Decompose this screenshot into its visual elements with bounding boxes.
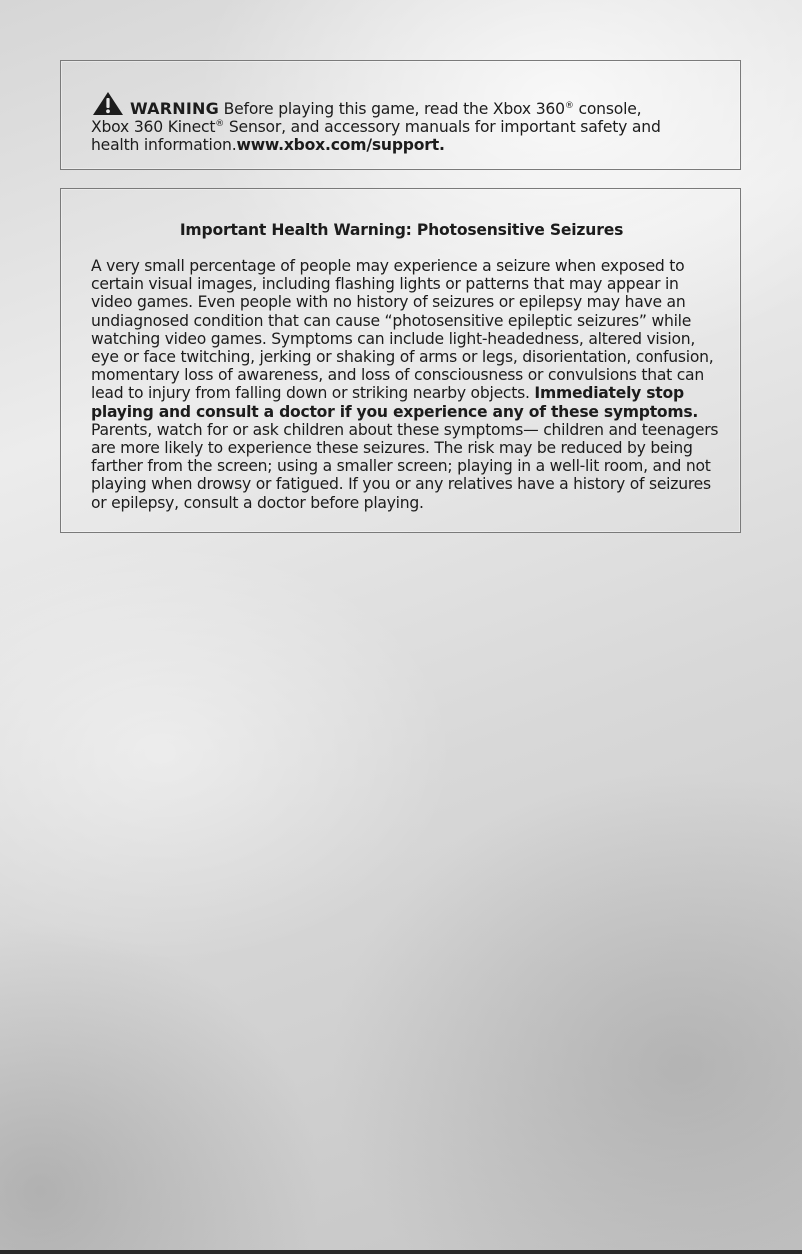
warning-text-2: console, bbox=[573, 100, 642, 118]
body-line: momentary loss of awareness, and loss of consciousness or convulsions that can bbox=[91, 366, 704, 385]
warning-text-1: Before playing this game, read the Xbox 360 bbox=[218, 100, 565, 118]
body-line: watching video games. Symptoms can include light-headedness, altered vision, bbox=[91, 329, 696, 348]
body-line: video games. Even people with no history of seizures or epilepsy may have an bbox=[91, 293, 686, 312]
bold-instruction: playing and consult a doctor if you experience any of these symptoms. bbox=[91, 402, 699, 421]
body-line: eye or face twitching, jerking or shaking of arms or legs, disorientation, confusion, bbox=[91, 348, 714, 367]
body-line: playing when drowsy or fatigued. If you or any relatives have a history of seizures bbox=[91, 475, 711, 494]
body-line-text: lead to injury from falling down or striking nearby objects. bbox=[91, 384, 535, 403]
registered-mark: ® bbox=[215, 119, 225, 129]
bold-instruction: Immediately stop bbox=[534, 384, 684, 403]
body-line: farther from the screen; using a smaller screen; playing in a well-lit room, and not bbox=[91, 457, 711, 476]
body-line bbox=[91, 403, 712, 421]
body-line: A very small percentage of people may experience a seizure when exposed to bbox=[91, 257, 685, 275]
warning-text-3: Sensor, and accessory manuals for important safety and health information. bbox=[91, 118, 661, 154]
warning-text-kinect: Xbox 360 Kinect bbox=[91, 118, 216, 136]
health-warning-body bbox=[91, 257, 719, 512]
body-line: undiagnosed condition that can cause “photosensitive epileptic seizures” while bbox=[91, 311, 692, 330]
health-warning-title: Important Health Warning: Photosensitive Seizures bbox=[179, 221, 624, 239]
warning-keyword: WARNING bbox=[130, 99, 219, 118]
body-line: certain visual images, including flashing lights or patterns that may appear in bbox=[91, 275, 679, 294]
body-line: are more likely to experience these seizures. The risk may be reduced by being bbox=[91, 439, 693, 458]
body-line: Parents, watch for or ask children about these symptoms— children and teenagers bbox=[91, 420, 719, 439]
support-url-link[interactable]: www.xbox.com/support. bbox=[236, 136, 445, 154]
health-warning-box bbox=[60, 188, 741, 533]
warning-triangle-icon bbox=[92, 91, 124, 116]
page-bottom-rule bbox=[0, 1250, 802, 1254]
warning-notice-text bbox=[91, 91, 710, 154]
warning-notice-box bbox=[60, 60, 741, 170]
registered-mark: ® bbox=[564, 101, 574, 111]
body-line: or epilepsy, consult a doctor before playing. bbox=[91, 493, 424, 512]
body-line bbox=[91, 384, 712, 402]
